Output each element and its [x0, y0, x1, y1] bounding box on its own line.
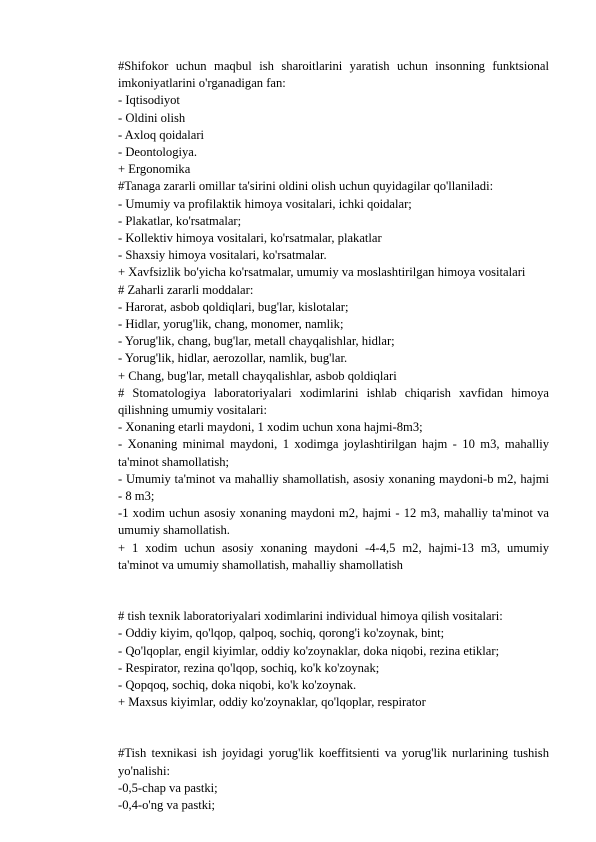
correct-answer-option: + 1 xodim uchun asosiy xonaning maydoni -4-4,5 m2, hajmi-13 m3, umumiy ta'minot va umumiy shamollatish, mahalliy shamollatish	[118, 540, 549, 572]
document-page	[118, 58, 549, 814]
question-text: # tish texnik laboratoriyalari xodimlarini individual himoya qilish vositalari:	[118, 609, 503, 624]
answer-option: -1 xodim uchun asosiy xonaning maydoni m2, hajmi - 12 m3, mahalliy ta'minot va umumiy shamollatish.	[118, 506, 549, 538]
answer-option: - Umumiy ta'minot va mahalliy shamollatish, asosiy xonaning maydoni-b m2, hajmi - 8 m3;	[118, 471, 549, 504]
question-text: #Tanaga zararli omillar ta'sirini oldini olish uchun quyidagilar qo'llaniladi:	[118, 179, 494, 194]
correct-answer-option: + Chang, bug'lar, metall chayqalishlar, asbob qoldiqlari	[118, 368, 397, 383]
question-text: # Zaharli zararli moddalar:	[118, 282, 254, 297]
question-block	[118, 282, 549, 385]
question-text: # Stomatologiya laboratoriyalari xodimlarini ishlab chiqarish xavfidan himoya qilishning umumiy vositalari:	[118, 385, 549, 418]
answer-option: -0,5-chap va pastki;	[118, 780, 218, 795]
question-text: #Shifokor uchun maqbul ish sharoitlarini yaratish uchun insonning funktsional imkoniyatlarini o'rganadigan fan:	[118, 59, 549, 91]
answer-option: - Yorug'lik, hidlar, aerozollar, namlik, bug'lar.	[118, 351, 348, 366]
answer-option: - Respirator, rezina qo'lqop, sochiq, ko'k ko'zoynak;	[118, 660, 380, 675]
answer-option: - Oddiy kiyim, qo'lqop, qalpoq, sochiq, qorong'i ko'zoynak, bint;	[118, 626, 445, 641]
answer-option: - Yorug'lik, chang, bug'lar, metall chayqalishlar, hidlar;	[118, 334, 395, 349]
correct-answer-option: + Xavfsizlik bo'yicha ko'rsatmalar, umumiy va moslashtirilgan himoya vositalari	[118, 265, 526, 280]
answer-option: - Plakatlar, ko'rsatmalar;	[118, 213, 242, 228]
answer-option: - Qopqoq, sochiq, doka niqobi, ko'k ko'zoynak.	[118, 677, 357, 692]
answer-option: - Xonaning minimal maydoni, 1 xodimga joylashtirilgan hajm - 10 m3, mahalliy ta'minot shamollatish;	[118, 437, 549, 469]
question-block	[118, 385, 549, 574]
correct-answer-option: + Ergonomika	[118, 162, 191, 177]
correct-answer-option: + Maxsus kiyimlar, oddiy ko'zoynaklar, qo'lqoplar, respirator	[118, 695, 426, 710]
blank-spacer	[118, 574, 549, 608]
question-block	[118, 608, 549, 711]
answer-option: - Axloq qoidalari	[118, 127, 205, 142]
blank-spacer	[118, 711, 549, 745]
question-block	[118, 178, 549, 281]
answer-option: - Harorat, asbob qoldiqlari, bug'lar, kislotalar;	[118, 299, 349, 314]
answer-option: - Umumiy va profilaktik himoya vositalari, ichki qoidalar;	[118, 196, 412, 211]
answer-option: - Qo'lqoplar, engil kiyimlar, oddiy ko'zoynaklar, doka niqobi, rezina etiklar;	[118, 643, 500, 658]
answer-option: - Xonaning etarli maydoni, 1 xodim uchun xona hajmi-8m3;	[118, 420, 423, 435]
answer-option: - Deontologiya.	[118, 145, 198, 160]
answer-option: -0,4-o'ng va pastki;	[118, 797, 216, 812]
answer-option: - Kollektiv himoya vositalari, ko'rsatmalar, plakatlar	[118, 231, 382, 246]
answer-option: - Iqtisodiyot	[118, 93, 180, 108]
question-block	[118, 745, 549, 814]
question-block	[118, 58, 549, 178]
question-text: #Tish texnikasi ish joyidagi yorug'lik koeffitsienti va yorug'lik nurlarining tushish yo'nalishi:	[118, 746, 549, 778]
answer-option: - Oldini olish	[118, 110, 186, 125]
answer-option: - Shaxsiy himoya vositalari, ko'rsatmalar.	[118, 248, 327, 263]
answer-option: - Hidlar, yorug'lik, chang, monomer, namlik;	[118, 317, 344, 332]
